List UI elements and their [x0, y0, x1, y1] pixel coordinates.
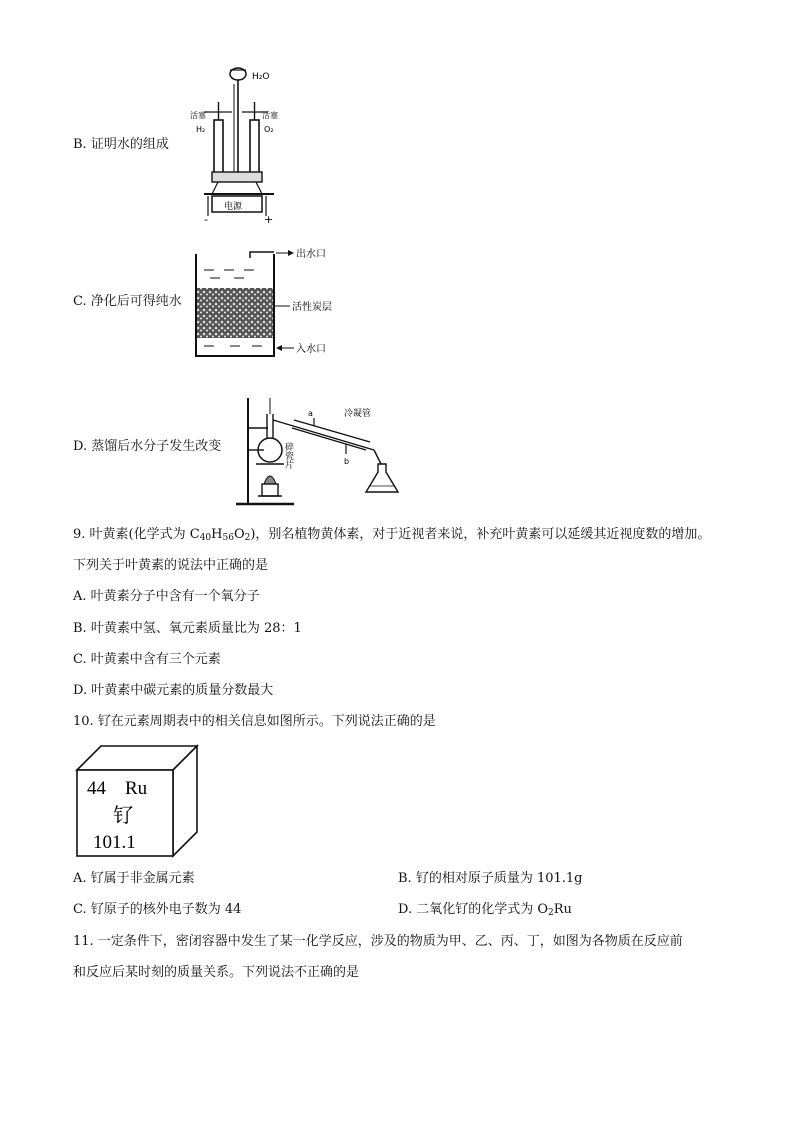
- outlet-label: 出水口: [296, 249, 326, 260]
- q9-option-c: C. 叶黄素中含有三个元素: [73, 652, 221, 667]
- oxygen-label: O₂: [264, 125, 274, 134]
- q9-stem: 9. 叶黄素(化学式为 $C_{40}H_{56}O_2$)，别名植物黄体素，对于近视者来说，补充叶黄素可以延缓其近视度数的增加。: [73, 527, 711, 543]
- atomic-number: 44: [87, 778, 106, 799]
- q9-option-b: B. 叶黄素中氢、氧元素质量比为 28：1: [73, 621, 302, 636]
- q10-option-a: A. 钌属于非金属元素: [73, 871, 195, 886]
- q9-option-d: D. 叶黄素中碳元素的质量分数最大: [73, 683, 274, 698]
- element-name: 钌: [113, 805, 133, 827]
- q10-option-d: D. 二氧化钌的化学式为 $O_2Ru$: [398, 902, 572, 918]
- minus-label: -: [204, 213, 208, 226]
- q10-option-c: C. 钌原子的核外电子数为 44: [73, 902, 242, 917]
- ruthenium-element-box: [73, 742, 203, 860]
- water-label: H₂O: [252, 72, 270, 82]
- right-valve-label: 活塞: [262, 111, 278, 120]
- condenser-label: 冷凝管: [344, 409, 372, 419]
- carbon-layer-label: 活性炭层: [292, 302, 332, 313]
- q9-stem-line2: 下列关于叶黄素的说法中正确的是: [73, 558, 269, 573]
- plus-label: +: [264, 213, 274, 226]
- electrolysis-apparatus-figure: [192, 62, 297, 224]
- q9-option-a: A. 叶黄素分子中含有一个氧分子: [73, 589, 260, 604]
- option-b-q8: B. 证明水的组成: [73, 137, 169, 152]
- port-a-label: a: [308, 409, 313, 418]
- q11-stem-line2: 和反应后某时刻的质量关系。下列说法不正确的是: [73, 965, 360, 980]
- water-filter-figure: [190, 248, 340, 363]
- port-b-label: b: [344, 457, 350, 466]
- q10-option-b: B. 钌的相对原子质量为 101.1g: [398, 871, 583, 886]
- atomic-mass: 101.1: [93, 832, 136, 853]
- inlet-label: 入水口: [296, 344, 326, 355]
- distillation-apparatus-figure: [234, 388, 404, 508]
- hydrogen-label: H₂: [196, 125, 206, 134]
- q10-stem: 10. 钌在元素周期表中的相关信息如图所示。下列说法正确的是: [73, 714, 436, 729]
- option-c-q8: C. 净化后可得纯水: [73, 294, 182, 309]
- element-symbol: Ru: [125, 778, 148, 799]
- chips-label: 碎瓷片: [283, 442, 293, 469]
- left-valve-label: 活塞: [190, 111, 206, 120]
- power-label: 电源: [224, 202, 243, 212]
- option-d-q8: D. 蒸馏后水分子发生改变: [73, 439, 222, 454]
- q11-stem-line1: 11. 一定条件下，密闭容器中发生了某一化学反应，涉及的物质为甲、乙、丙、丁，如图为各物质在反应前: [73, 934, 683, 949]
